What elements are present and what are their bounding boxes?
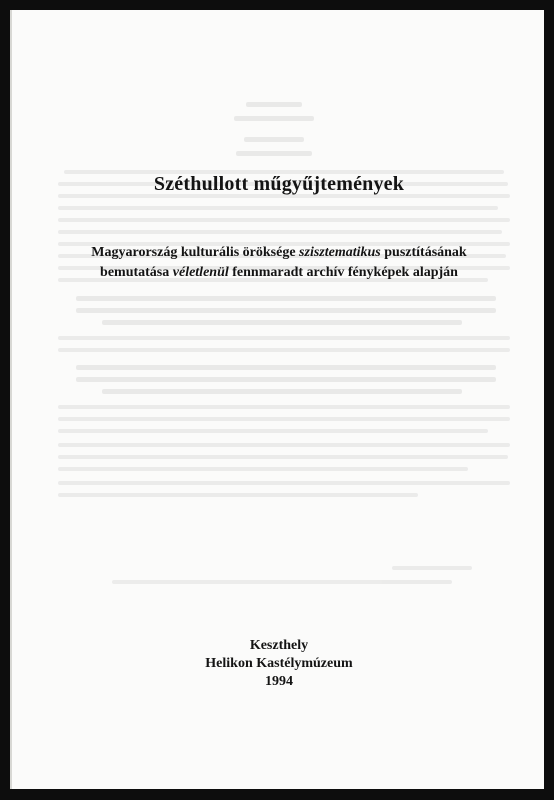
document-subtitle <box>12 243 544 283</box>
title-page <box>10 10 544 789</box>
subtitle-line-2: bemutatása véletlenül fennmaradt archív fényképek alapján <box>100 265 458 280</box>
subtitle-emphasis-2: véletlenül <box>172 265 229 280</box>
imprint-publisher: Helikon Kastélymúzeum <box>205 656 353 671</box>
imprint-year: 1994 <box>265 674 293 689</box>
imprint-place: Keszthely <box>249 638 309 653</box>
subtitle-line-1: Magyarország kulturális öröksége szisztematikus pusztításának <box>91 245 467 260</box>
document-title: Széthullott műgyűjtemények <box>153 173 405 195</box>
imprint <box>12 637 544 691</box>
subtitle-emphasis-1: szisztematikus <box>299 245 381 260</box>
